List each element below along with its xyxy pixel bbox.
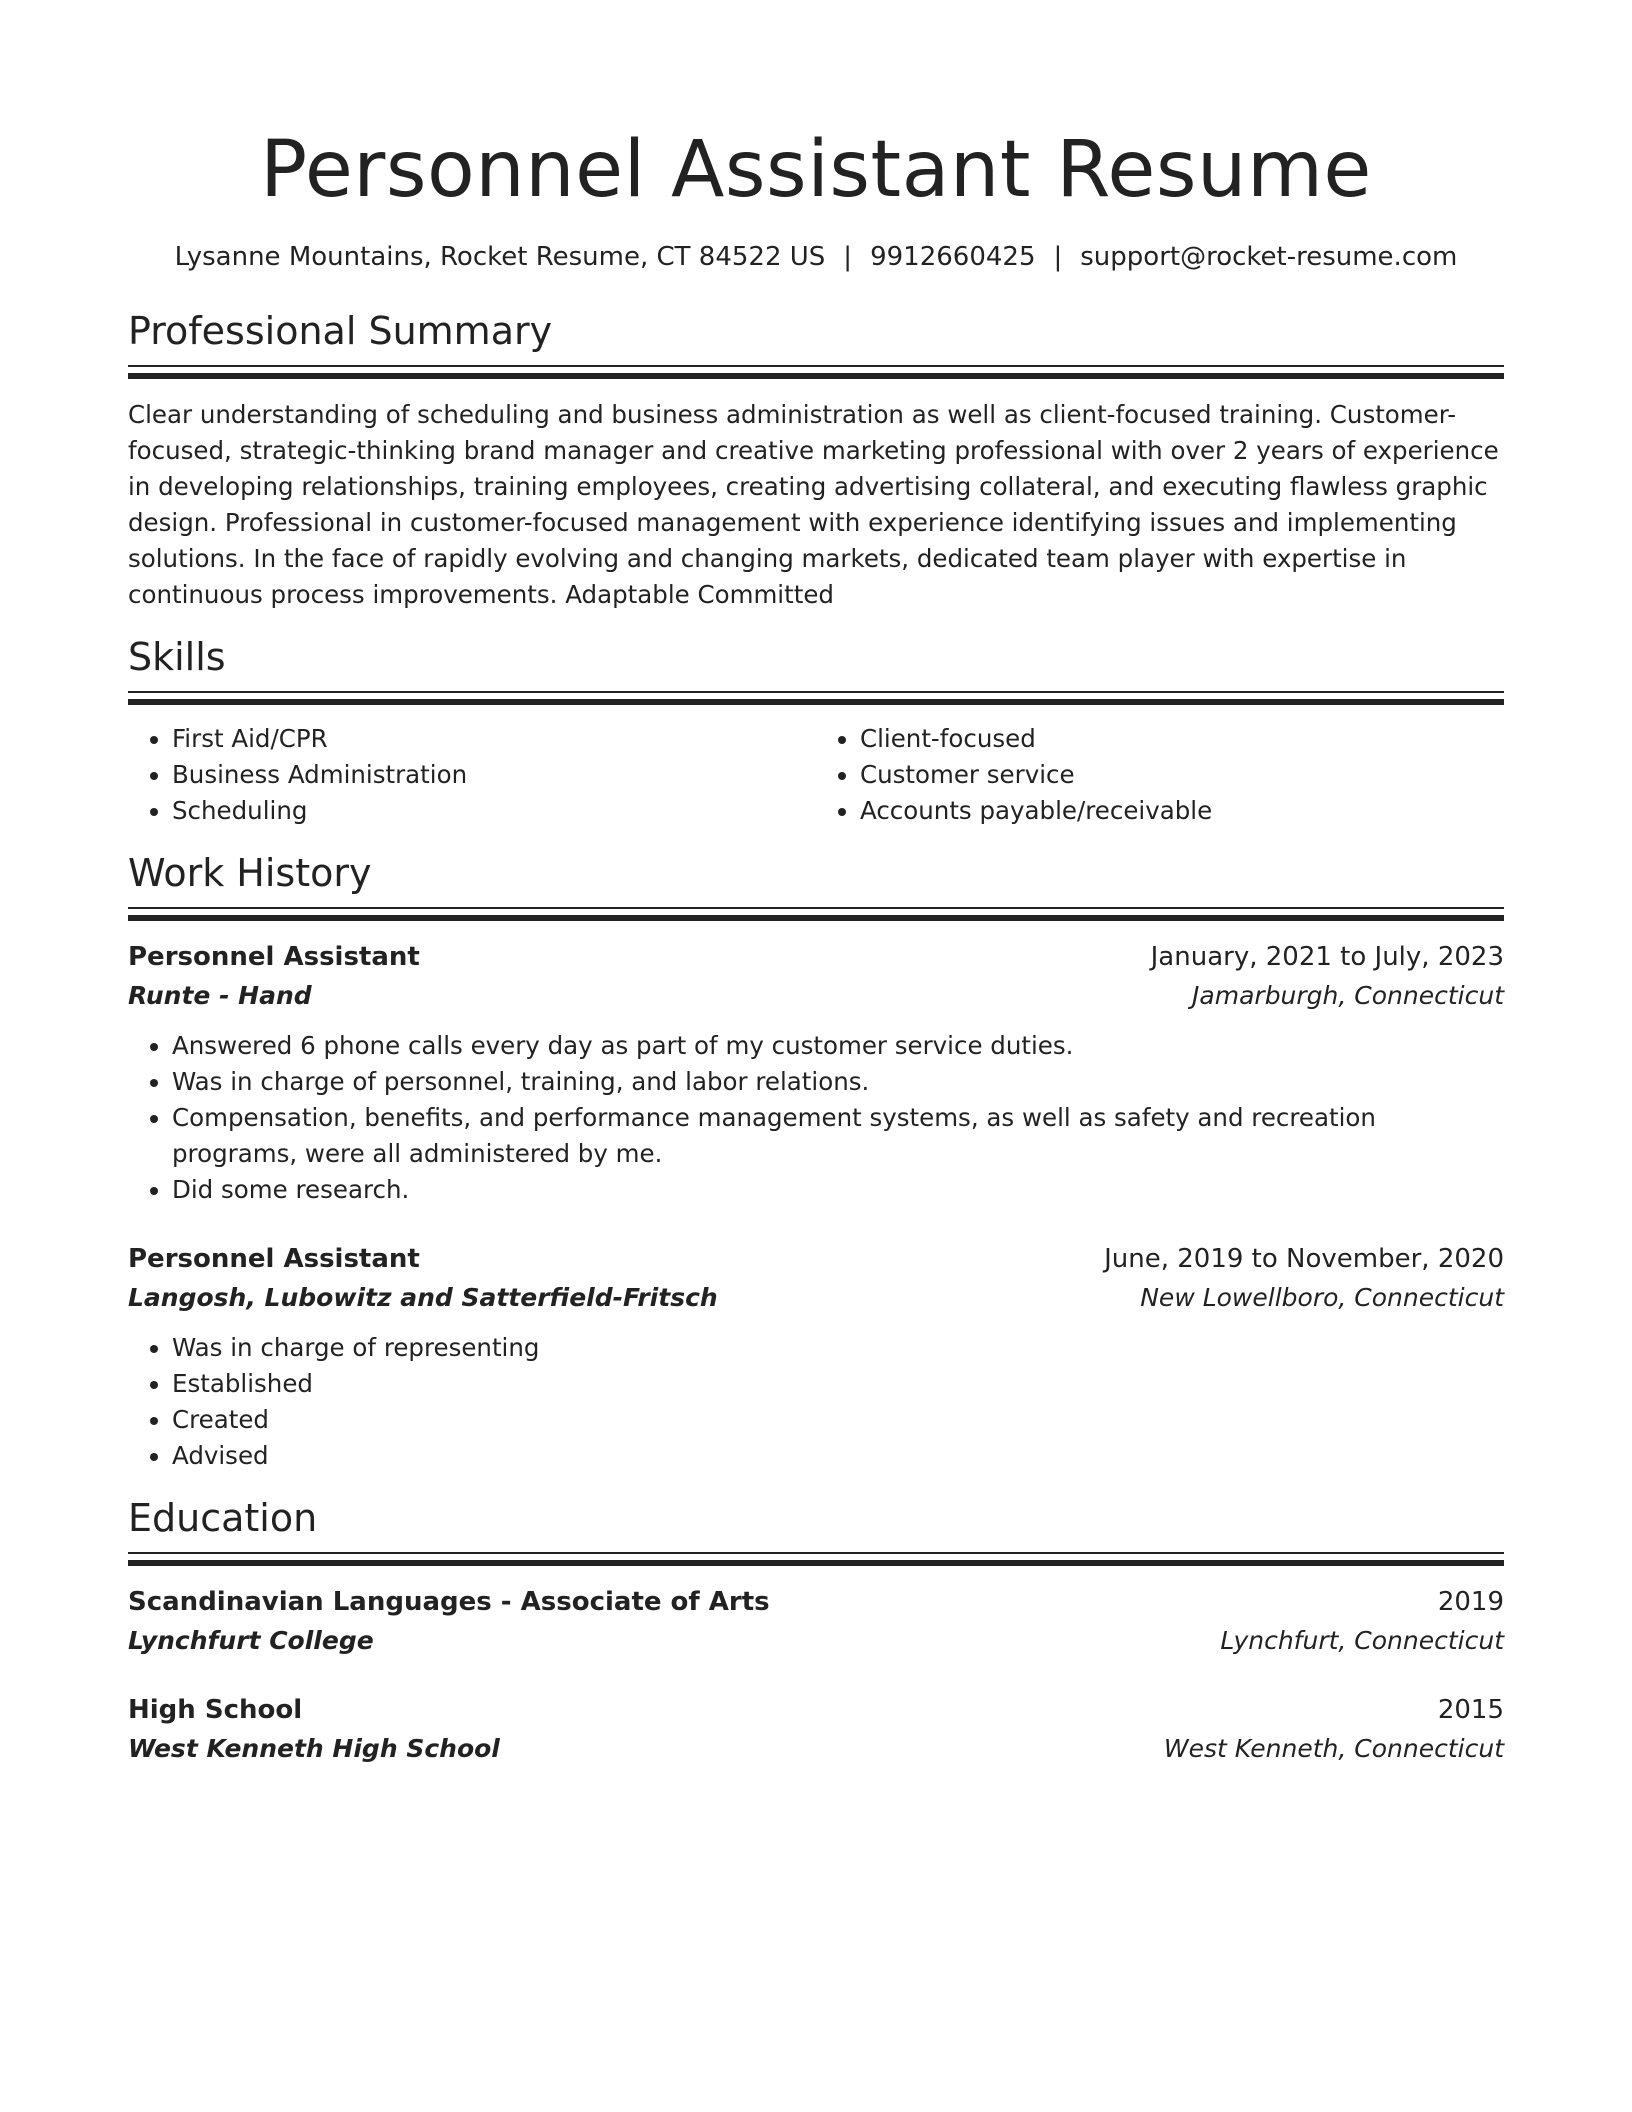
skill-item: • Business Administration [172, 757, 816, 793]
contact-separator: | [1053, 242, 1063, 272]
skills-section [128, 633, 1504, 829]
contact-separator: | [843, 242, 853, 272]
job-dates: January, 2021 to July, 2023 [1150, 942, 1504, 972]
education-entry [128, 1583, 1504, 1661]
job-header [128, 1240, 1504, 1278]
job-bullet: • Was in charge of personnel, training, and labor relations. [172, 1064, 1504, 1100]
section-divider [128, 691, 1504, 705]
job-dates: June, 2019 to November, 2020 [1104, 1244, 1504, 1274]
job-location: Jamarburgh, Connecticut [1192, 981, 1504, 1010]
education-header [128, 1691, 1504, 1729]
skill-item: • Scheduling [172, 793, 816, 829]
job-subheader [128, 1278, 1504, 1318]
contact-phone: 9912660425 [870, 242, 1036, 272]
skills-list [128, 721, 1504, 829]
section-divider [128, 907, 1504, 921]
education-year: 2019 [1437, 1587, 1504, 1617]
skills-column-right [816, 721, 1504, 829]
skill-item: • First Aid/CPR [172, 721, 816, 757]
education-section [128, 1494, 1504, 1769]
resume-title: Personnel Assistant Resume [260, 125, 1372, 215]
work-heading: Work History [128, 851, 372, 895]
job-company: Runte - Hand [128, 981, 312, 1010]
skill-item: • Customer service [860, 757, 1504, 793]
contact-line [128, 240, 1504, 274]
job-header [128, 938, 1504, 976]
resume-page [128, 0, 1504, 1769]
skill-item: • Client-focused [860, 721, 1504, 757]
summary-text: Clear understanding of scheduling and business administration as well as client-focused training. Customer-focused, strategic-thinking brand manager and creative marketing professional with over 2 years of experience in developing relationships, training employees, creating advertising collateral, and executing flawless graphic design. Professional in customer-focused management with experience identifying issues and implementing solutions. In the face of rapidly evolving and changing markets, dedicated team player with expertise in continuous process improvements. Adaptable Committed [128, 400, 1499, 609]
job-company: Langosh, Lubowitz and Satterfield-Fritsch [128, 1283, 718, 1312]
education-header [128, 1583, 1504, 1621]
summary-heading: Professional Summary [128, 309, 553, 353]
skills-column-left [128, 721, 816, 829]
job-bullets [128, 1330, 1504, 1474]
job-bullet: • Created [172, 1402, 1504, 1438]
job-bullets [128, 1028, 1504, 1208]
job-subheader [128, 976, 1504, 1016]
job-entry [128, 938, 1504, 1208]
education-school: West Kenneth High School [128, 1734, 500, 1763]
job-title: Personnel Assistant [128, 1244, 420, 1274]
education-degree: High School [128, 1695, 303, 1725]
education-subheader [128, 1621, 1504, 1661]
section-divider [128, 365, 1504, 379]
education-location: West Kenneth, Connecticut [1163, 1734, 1504, 1763]
education-entry [128, 1691, 1504, 1769]
skill-item: • Accounts payable/receivable [860, 793, 1504, 829]
job-bullet: • Was in charge of representing [172, 1330, 1504, 1366]
job-bullet: • Did some research. [172, 1172, 1504, 1208]
skills-heading: Skills [128, 635, 226, 679]
job-bullet: • Advised [172, 1438, 1504, 1474]
education-year: 2015 [1437, 1695, 1504, 1725]
job-entry [128, 1240, 1504, 1474]
section-divider [128, 1552, 1504, 1566]
job-bullet: • Compensation, benefits, and performance management systems, as well as safety and recreation programs, were all administered by me. [172, 1100, 1504, 1172]
job-bullet: • Established [172, 1366, 1504, 1402]
education-location: Lynchfurt, Connecticut [1220, 1626, 1504, 1655]
education-heading: Education [128, 1496, 318, 1540]
contact-address: Lysanne Mountains, Rocket Resume, CT 84522 US [174, 242, 826, 272]
contact-email: support@rocket-resume.com [1080, 242, 1458, 272]
education-school: Lynchfurt College [128, 1626, 374, 1655]
job-bullet: • Answered 6 phone calls every day as part of my customer service duties. [172, 1028, 1504, 1064]
job-location: New Lowellboro, Connecticut [1140, 1283, 1504, 1312]
work-section [128, 849, 1504, 1474]
education-degree: Scandinavian Languages - Associate of Arts [128, 1587, 770, 1617]
job-title: Personnel Assistant [128, 942, 420, 972]
education-subheader [128, 1729, 1504, 1769]
summary-section [128, 307, 1504, 613]
